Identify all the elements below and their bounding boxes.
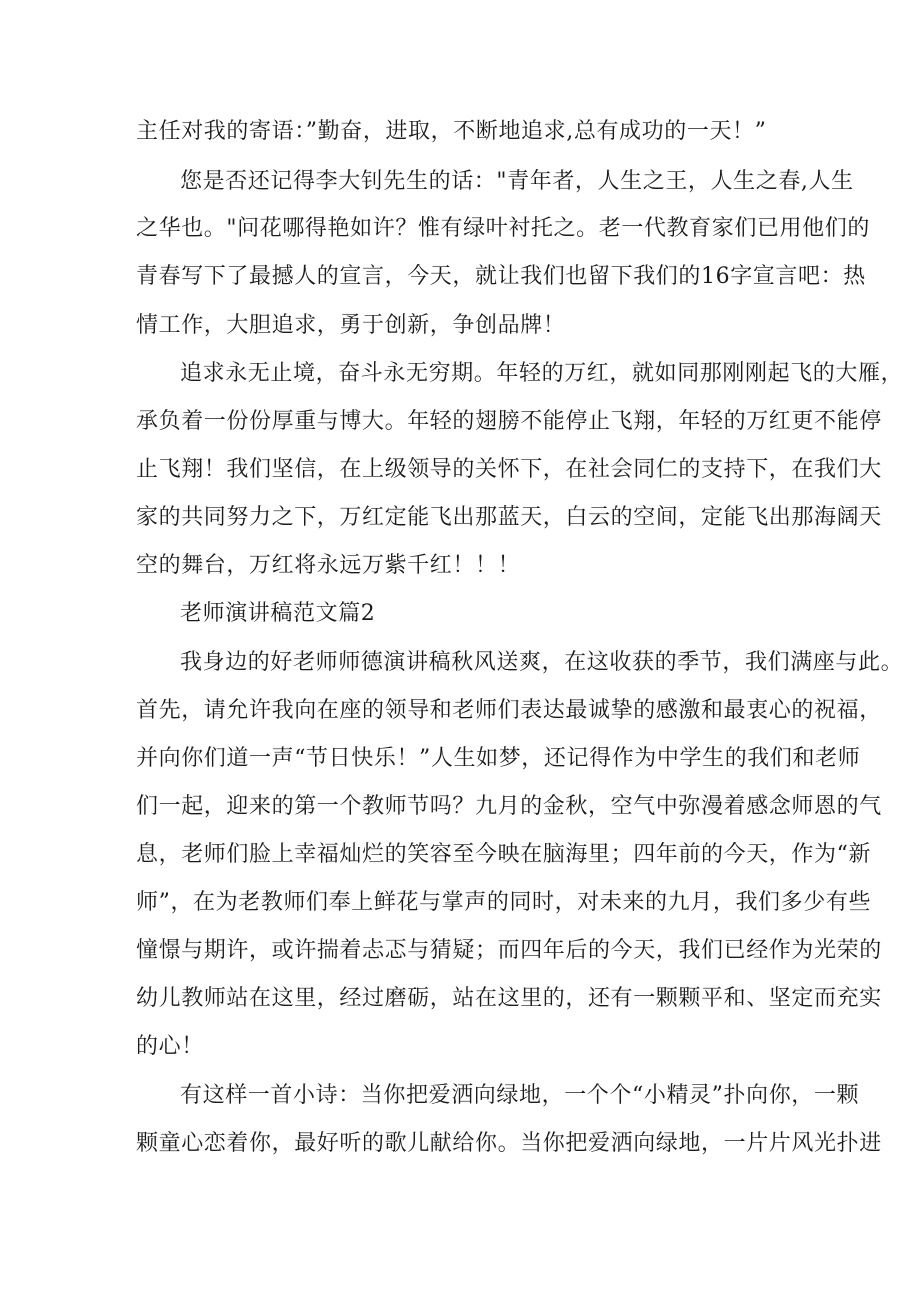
text-line: 承负着一份份厚重与博大。年轻的翅膀不能停止飞翔，年轻的万红更不能停	[136, 409, 882, 434]
text-line: 之华也。"问花哪得艳如许？惟有绿叶衬托之。老一代教育家们已用他们的	[136, 216, 870, 241]
text-line: 并向你们道一声“节日快乐！”人生如梦，还记得作为中学生的我们和老师	[136, 746, 861, 771]
text-line: 幼儿教师站在这里，经过磨砺，站在这里的，还有一颗颗平和、坚定而充实	[136, 986, 882, 1011]
text-line: 首先，请允许我向在座的领导和老师们表达最诚挚的感激和最衷心的祝福，	[136, 698, 882, 723]
paragraph-first-line: 有这样一首小诗：当你把爱洒向绿地，一个个“小精灵”扑向你，一颗	[180, 1083, 860, 1108]
text-line: 主任对我的寄语：”勤奋，进取，不断地追求,总有成功的一天！”	[136, 119, 767, 144]
text-line: 师”，在为老教师们奉上鲜花与掌声的同时，对未来的九月，我们多少有些	[136, 890, 872, 915]
text-line: 家的共同努力之下，万红定能飞出那蓝天，白云的空间，定能飞出那海阔天	[136, 505, 882, 530]
text-line: 空的舞台，万红将永远万紫千红！！！	[136, 553, 521, 578]
text-line: 颗童心恋着你，最好听的歌儿献给你。当你把爱洒向绿地，一片片风光扑进	[136, 1131, 882, 1156]
text-line: 的心！	[136, 1034, 204, 1059]
paragraph-first-line: 我身边的好老师师德演讲稿秋风送爽，在这收获的季节，我们满座与此。	[180, 650, 904, 675]
section-heading: 老师演讲稿范文篇2	[180, 601, 376, 626]
paragraph-first-line: 您是否还记得李大钊先生的话："青年者，人生之王，人生之春,人生	[180, 169, 854, 194]
paragraph-first-line: 追求永无止境，奋斗永无穷期。年轻的万红，就如同那刚刚起飞的大雁，	[180, 361, 904, 386]
text-line: 们一起，迎来的第一个教师节吗？九月的金秋，空气中弥漫着感念师恩的气	[136, 794, 882, 819]
text-line: 憧憬与期许，或许揣着忐忑与猜疑；而四年后的今天，我们已经作为光荣的	[136, 938, 882, 963]
text-line: 息，老师们脸上幸福灿烂的笑容至今映在脑海里；四年前的今天，作为“新	[136, 842, 872, 867]
text-line: 情工作，大胆追求，勇于创新，争创品牌！	[136, 313, 566, 338]
text-line: 止飞翔！我们坚信，在上级领导的关怀下，在社会同仁的支持下，在我们大	[136, 457, 882, 482]
text-line: 青春写下了最撼人的宣言，今天，就让我们也留下我们的16字宣言吧：热	[136, 264, 866, 289]
